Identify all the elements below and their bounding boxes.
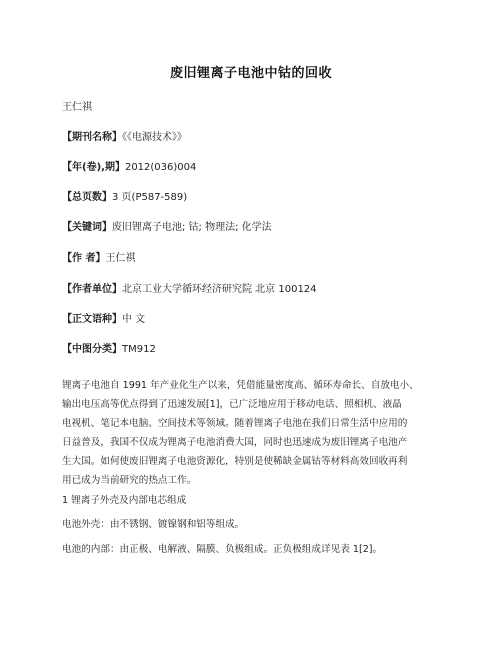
meta-language bbox=[62, 310, 145, 325]
meta-key: 【作 者】 bbox=[62, 253, 106, 264]
meta-journal bbox=[62, 128, 187, 143]
meta-value: TM912 bbox=[122, 344, 156, 355]
meta-classification bbox=[62, 340, 156, 355]
meta-value: 废旧锂离子电池; 钴; 物理法; 化学法 bbox=[112, 222, 272, 233]
meta-page-count bbox=[62, 188, 187, 203]
author-name: 王仁祺 bbox=[62, 102, 92, 113]
meta-key: 【中图分类】 bbox=[62, 344, 122, 355]
paragraph-line: 生大国。如何使废旧锂离子电池资源化，特别是使稀缺金属钴等材料高效回收再利 bbox=[62, 456, 408, 467]
meta-key: 【总页数】 bbox=[62, 192, 112, 203]
meta-value: 3 页(P587-589) bbox=[112, 192, 188, 203]
paragraph-line: 日益普及，我国不仅成为锂离子电池消费大国，同时也迅速成为废旧锂离子电池产 bbox=[62, 437, 408, 448]
meta-author bbox=[62, 249, 135, 264]
meta-key: 【正文语种】 bbox=[62, 314, 122, 325]
body-paragraph bbox=[62, 376, 442, 490]
meta-key: 【作者单位】 bbox=[62, 284, 122, 295]
meta-value: 王仁祺 bbox=[105, 253, 136, 264]
paragraph-line: 输出电压高等优点得到了迅速发展[1]，已广泛地应用于移动电话、照相机、液晶 bbox=[62, 399, 402, 410]
paragraph-line: 锂离子电池自 1991 年产业化生产以来，凭借能量密度高、循环寿命长、自放电小、 bbox=[62, 380, 419, 391]
meta-key: 【关键词】 bbox=[62, 222, 112, 233]
meta-keywords bbox=[62, 218, 272, 233]
meta-value: 北京工业大学循环经济研究院 北京 100124 bbox=[122, 284, 317, 295]
meta-value: 中 文 bbox=[122, 314, 146, 325]
section-heading: 1 锂离子外壳及内部电芯组成 bbox=[62, 495, 187, 506]
body-line-inner: 电池的内部：由正极、电解液、隔膜、负极组成。正负极组成详见表 1[2]。 bbox=[62, 544, 383, 555]
meta-year-volume-issue bbox=[62, 158, 196, 173]
body-line-shell: 电池外壳：由不锈钢、镀镍钢和铝等组成。 bbox=[62, 519, 245, 530]
paragraph-line: 电视机、笔记本电脑、空间技术等领域。随着锂离子电池在我们日常生活中应用的 bbox=[62, 418, 408, 429]
meta-value: 《《电源技术》》 bbox=[122, 132, 187, 143]
meta-affiliation bbox=[62, 280, 317, 295]
meta-key: 【期刊名称】 bbox=[62, 132, 122, 143]
meta-key: 【年(卷),期】 bbox=[62, 162, 125, 173]
document-title: 废旧锂离子电池中钴的回收 bbox=[169, 66, 332, 81]
meta-value: 2012(036)004 bbox=[124, 162, 197, 173]
paragraph-line: 用已成为当前研究的热点工作。 bbox=[62, 475, 197, 486]
